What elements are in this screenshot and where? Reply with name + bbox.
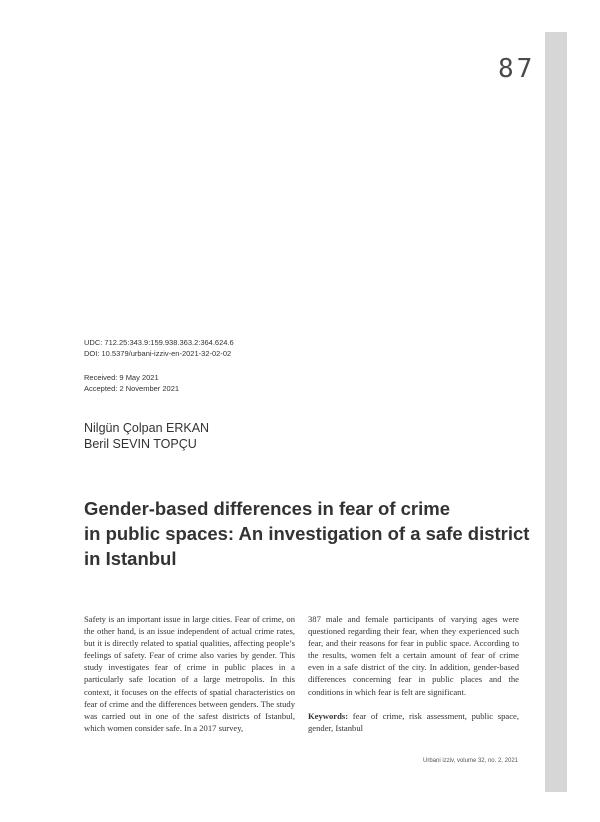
author-1: Nilgün Çolpan ERKAN [84, 421, 210, 435]
journal-footer: Urbani izziv, volume 32, no. 2, 2021 [423, 758, 518, 764]
udc-code: UDC: 712.25:343.9:159.938.363.2:364.624.6 [84, 338, 234, 347]
identifiers [84, 337, 234, 359]
title-line-2: in public spaces: An investigation of a safe district [84, 523, 530, 544]
keywords-label: Keywords: [308, 710, 349, 721]
page-number: 87 [498, 54, 536, 84]
title-line-3: in Istanbul [84, 548, 177, 569]
author-2: Beril SEVIN TOPÇU [84, 437, 197, 451]
dates [84, 372, 179, 394]
side-bar [545, 32, 567, 792]
authors [84, 420, 209, 452]
received-date: Received: 9 May 2021 [84, 373, 159, 382]
abstract-right-column [308, 613, 519, 734]
article-title [84, 496, 530, 571]
accepted-date: Accepted: 2 November 2021 [84, 384, 180, 393]
keywords [308, 710, 519, 734]
abstract-left-column: Safety is an important issue in large cities. Fear of crime, on the other hand, is an issue independent of actual crime rates, but it is directly related to spatial qualities, affecting people’s feelings of safety. Fear of crime also varies by gender. This study investigates fear of crime in public places in a particularly safe location of a large metropolis. In this context, it focuses on the effects of spatial characteristics on fear of crime and the differences between genders. The study was carried out in one of the safest districts of Istanbul, which women consider safe. In a 2017 survey, [84, 614, 295, 733]
title-line-1: Gender-based differences in fear of crime [84, 498, 451, 519]
doi: DOI: 10.5379/urbani-izziv-en-2021-32-02-02 [84, 349, 232, 358]
keywords-text: fear of crime, risk assessment, public space, gender, Istanbul [308, 710, 519, 733]
abstract-right-text: 387 male and female participants of varying ages were questioned regarding their fear, when they experienced such fear, and their reasons for fear in public space. According to the results, women felt a certain amount of fear of crime even in a safe district of the city. In addition, gender-based differences concerning fear in public places and the conditions in which fear is felt are significant. [308, 614, 519, 697]
